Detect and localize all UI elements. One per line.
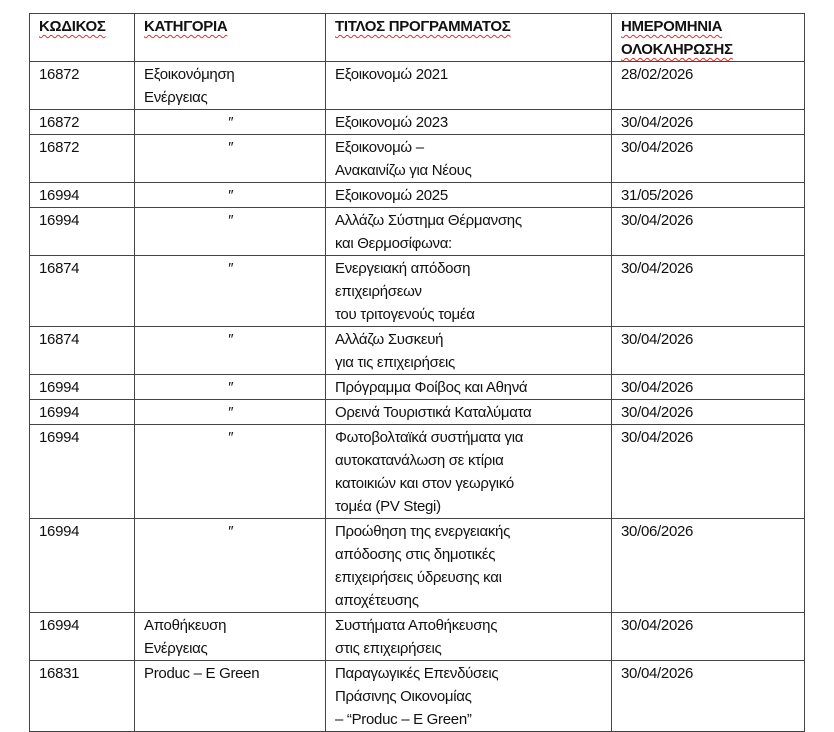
category-cell: Εξοικονόμηση Ενέργειας [135, 62, 326, 110]
code-cell: 16872 [30, 135, 135, 183]
code-cell: 16994 [30, 400, 135, 425]
title-cell: Προώθηση της ενεργειακής απόδοσης στις δημοτικές επιχειρήσεις ύδρευσης και αποχέτευσης [326, 519, 612, 613]
header-code [30, 14, 135, 62]
date-cell: 30/04/2026 [612, 110, 805, 135]
table-row [30, 425, 805, 519]
date-cell: 30/04/2026 [612, 208, 805, 256]
code-cell: 16872 [30, 110, 135, 135]
table-row [30, 327, 805, 375]
date-cell: 30/04/2026 [612, 256, 805, 327]
title-cell: Συστήματα Αποθήκευσης στις επιχειρήσεις [326, 613, 612, 661]
date-cell: 30/04/2026 [612, 613, 805, 661]
table-row [30, 613, 805, 661]
header-row [30, 14, 805, 62]
title-cell: Παραγωγικές Επενδύσεις Πράσινης Οικονομίας – “Produc – E Green” [326, 661, 612, 732]
code-cell: 16994 [30, 375, 135, 400]
category-cell: ″ [135, 425, 326, 519]
category-cell: ″ [135, 400, 326, 425]
code-cell: 16874 [30, 327, 135, 375]
table-row [30, 62, 805, 110]
category-cell: Produc – E Green [135, 661, 326, 732]
date-cell: 31/05/2026 [612, 183, 805, 208]
table-row [30, 400, 805, 425]
title-cell: Πρόγραμμα Φοίβος και Αθηνά [326, 375, 612, 400]
table-row [30, 183, 805, 208]
code-cell: 16874 [30, 256, 135, 327]
code-cell: 16831 [30, 661, 135, 732]
table-row [30, 519, 805, 613]
table-row [30, 208, 805, 256]
category-cell: ″ [135, 135, 326, 183]
table-row [30, 661, 805, 732]
table-row [30, 110, 805, 135]
category-cell: ″ [135, 183, 326, 208]
category-cell: ″ [135, 256, 326, 327]
table-row [30, 135, 805, 183]
category-cell: ″ [135, 519, 326, 613]
category-cell: ″ [135, 327, 326, 375]
date-cell: 30/06/2026 [612, 519, 805, 613]
title-cell: Ενεργειακή απόδοση επιχειρήσεων του τριτογενούς τομέα [326, 256, 612, 327]
header-category-label: ΚΑΤΗΓΟΡΙΑ [144, 18, 228, 35]
code-cell: 16994 [30, 208, 135, 256]
category-cell: Αποθήκευση Ενέργειας [135, 613, 326, 661]
date-cell: 30/04/2026 [612, 375, 805, 400]
table-row [30, 375, 805, 400]
title-cell: Εξοικονομώ 2025 [326, 183, 612, 208]
category-cell: ″ [135, 208, 326, 256]
date-cell: 30/04/2026 [612, 400, 805, 425]
date-cell: 28/02/2026 [612, 62, 805, 110]
date-cell: 30/04/2026 [612, 327, 805, 375]
header-code-label: ΚΩΔΙΚΟΣ [39, 18, 106, 35]
title-cell: Ορεινά Τουριστικά Καταλύματα [326, 400, 612, 425]
code-cell: 16994 [30, 613, 135, 661]
title-cell: Εξοικονομώ – Ανακαινίζω για Νέους [326, 135, 612, 183]
category-cell: ″ [135, 110, 326, 135]
title-cell: Αλλάζω Σύστημα Θέρμανσης και Θερμοσίφωνα: [326, 208, 612, 256]
header-category [135, 14, 326, 62]
title-cell: Αλλάζω Συσκευή για τις επιχειρήσεις [326, 327, 612, 375]
header-title-label: ΤΙΤΛΟΣ ΠΡΟΓΡΑΜΜΑΤΟΣ [335, 18, 511, 35]
header-date [612, 14, 805, 62]
code-cell: 16872 [30, 62, 135, 110]
header-date-label: ΗΜΕΡΟΜΗΝΙΑ ΟΛΟΚΛΗΡΩΣΗΣ [621, 18, 733, 58]
table-row [30, 256, 805, 327]
programs-table [29, 13, 805, 732]
title-cell: Φωτοβολταϊκά συστήματα για αυτοκατανάλωση σε κτίρια κατοικιών και στον γεωργικό τομέα (PV Stegi) [326, 425, 612, 519]
header-title [326, 14, 612, 62]
date-cell: 30/04/2026 [612, 661, 805, 732]
title-cell: Εξοικονομώ 2023 [326, 110, 612, 135]
title-cell: Εξοικονομώ 2021 [326, 62, 612, 110]
code-cell: 16994 [30, 519, 135, 613]
date-cell: 30/04/2026 [612, 425, 805, 519]
code-cell: 16994 [30, 425, 135, 519]
code-cell: 16994 [30, 183, 135, 208]
date-cell: 30/04/2026 [612, 135, 805, 183]
category-cell: ″ [135, 375, 326, 400]
